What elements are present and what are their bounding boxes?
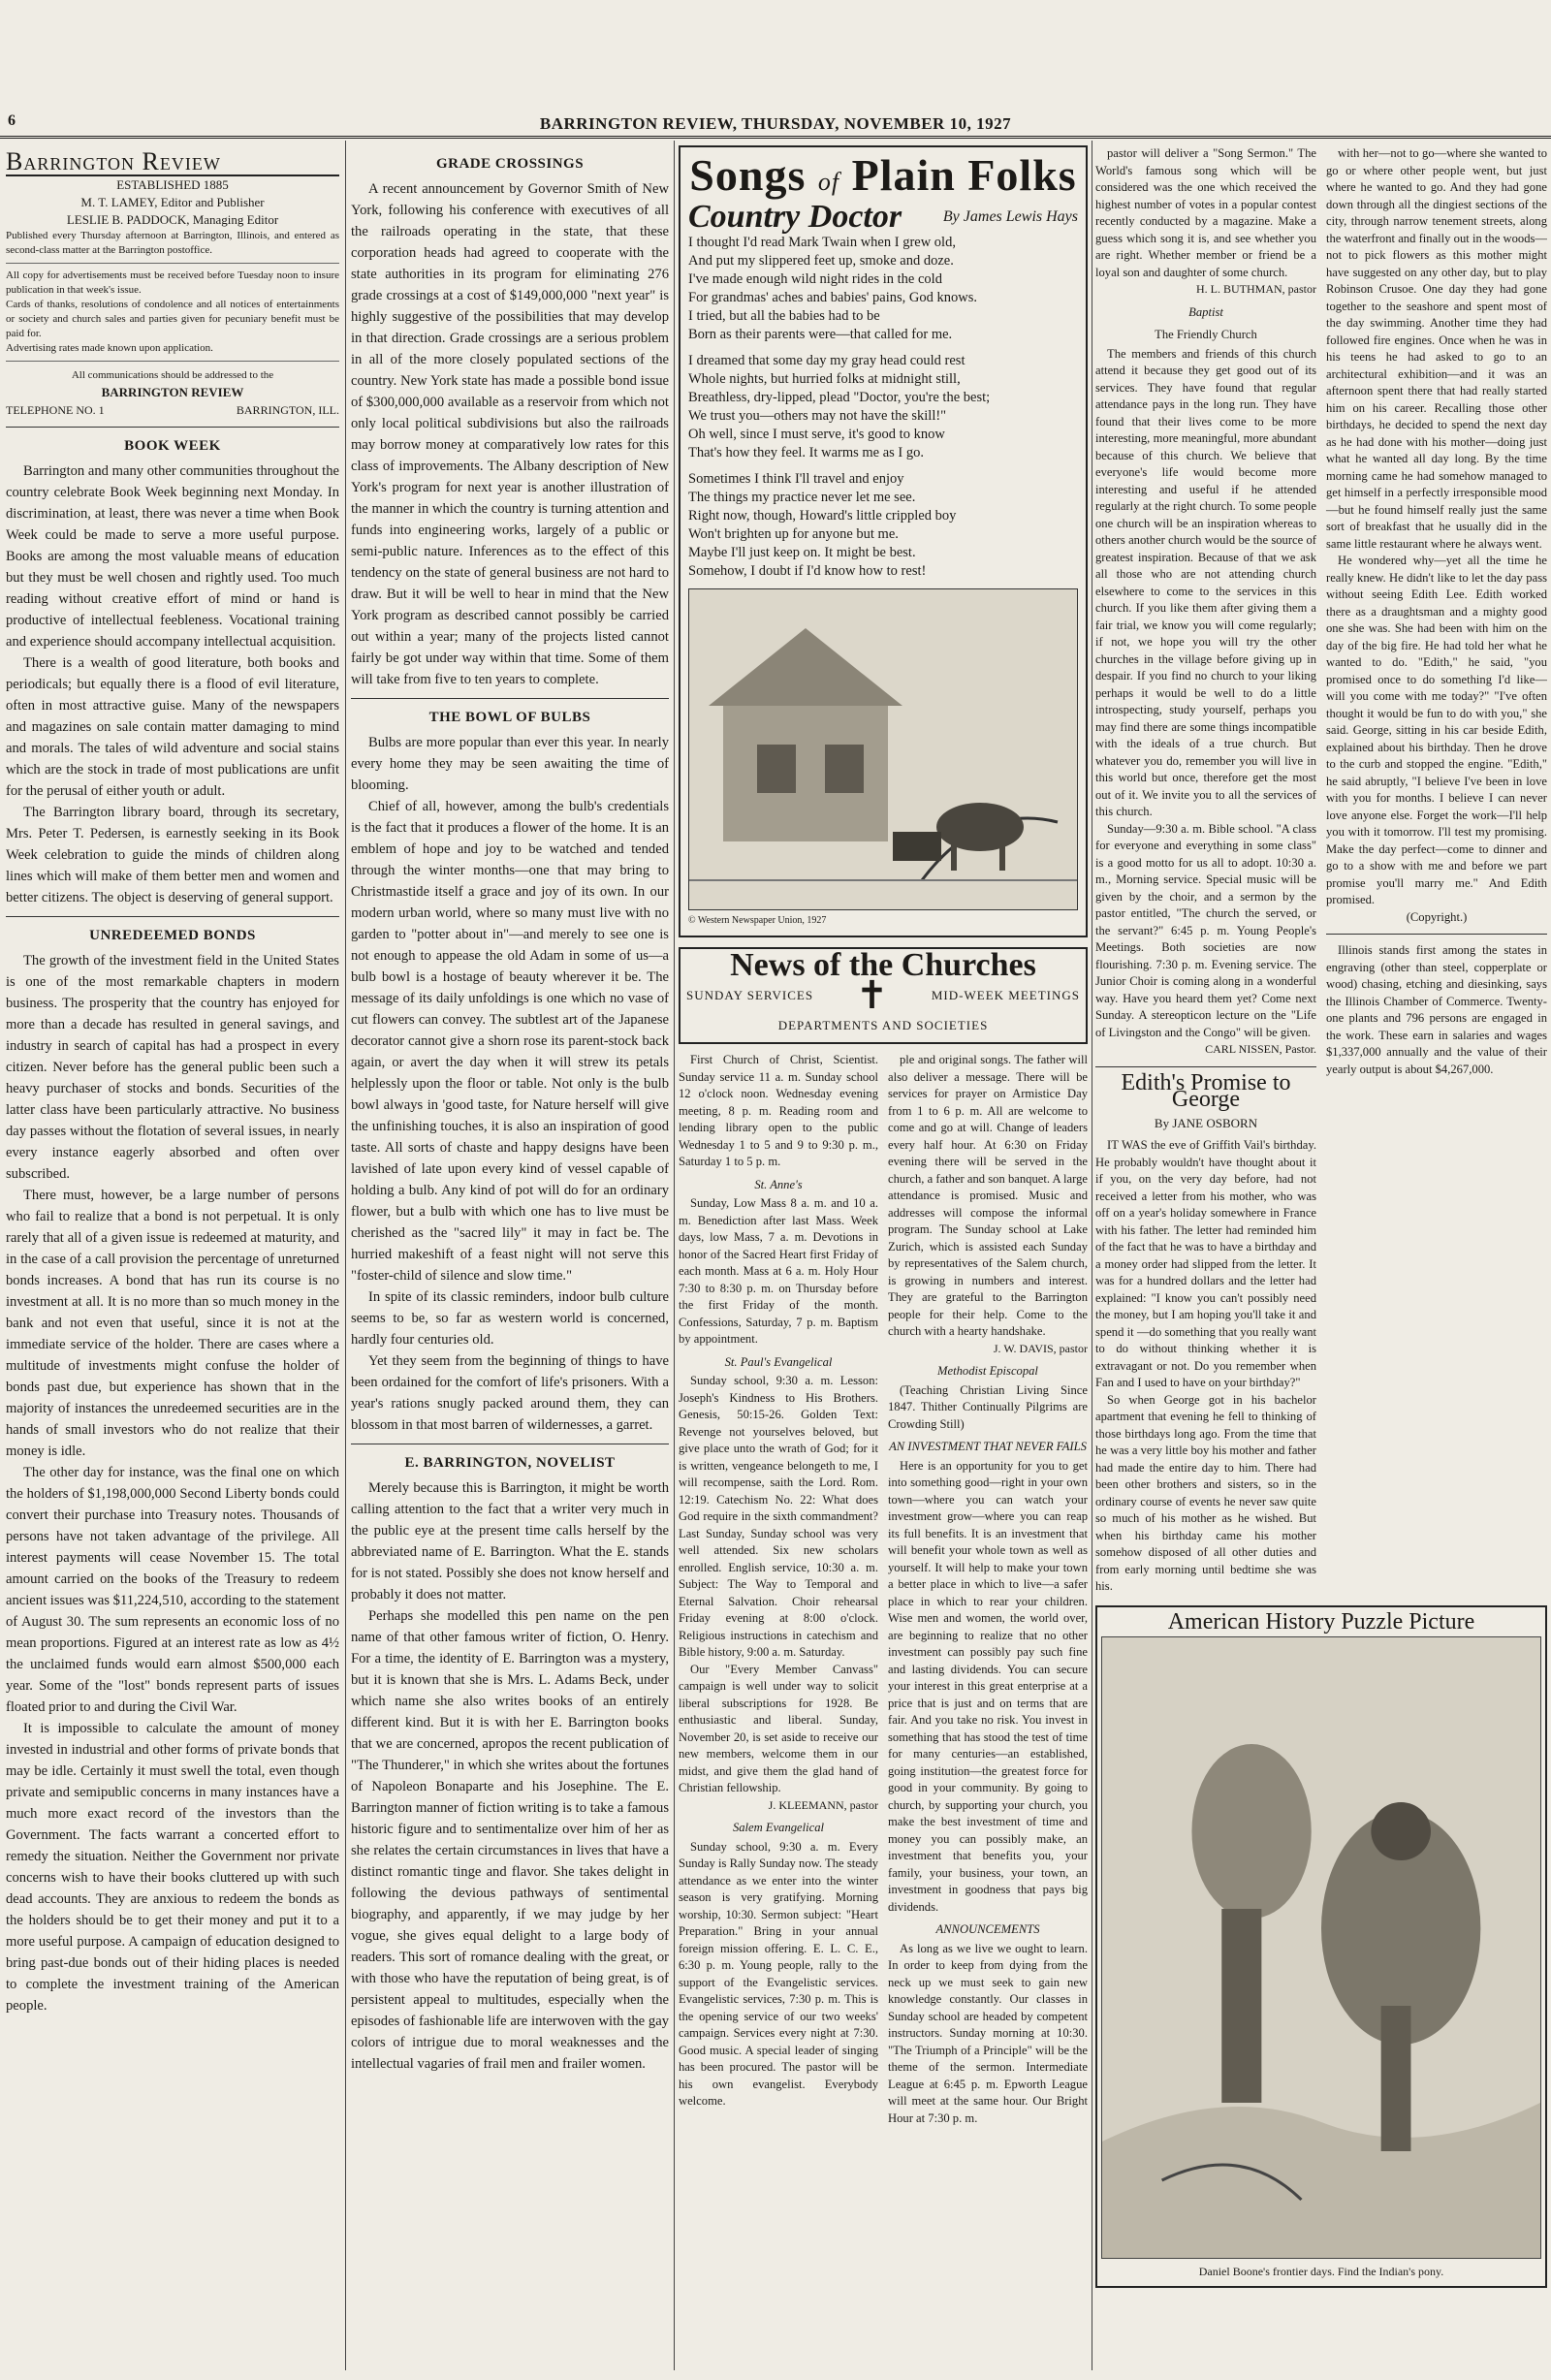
page-number: 6	[8, 112, 16, 129]
church-heading: St. Anne's	[754, 1177, 803, 1191]
church-notice: Sunday—9:30 a. m. Bible school. "A class for everyone and everything in some class" is a good motto for us all to adopt. 10:30 a. m., Morning service. Special music will be given by the choir, and a sermon by the pastor entitled, "The church the served, or the servant?" 6:45 p. m. Young People's Meetings. Both societies are now flourishing. 7:30 p. m. Evening service. The Junior Choir is coming along in a wonderful way. Have you heard them yet? Come next Sunday. A stereopticon lecture on the "Life of Livingston and the Congo" will be given.	[1095, 821, 1316, 1039]
article-paragraph: The other day for instance, was the final one on which the holders of $1,198,000,000 Second Liberty bonds could convert their purchase into Treasury notes. Thousands of persons have not taken advantage of the privilege. All interest payments will cease November 15. The total amount carried on the books of the Treasury to redeem ancient issues was $11,224,510, according to the statement of August 30. The sum represents an economic loss of no mean proportions. Figured at an interest rate as low as 4½ the unclaimed funds would earn almost $500,000 each year. Some of the "lost" bonds represent parts of issues floated prior to and during the Civil War.	[6, 1465, 339, 1715]
header-dateline: BARRINGTON REVIEW, THURSDAY, NOVEMBER 10, 1927	[539, 114, 1012, 133]
church-heading: Baptist	[1188, 304, 1223, 319]
column-rule	[345, 141, 346, 2370]
church-signature: H. L. BUTHMAN, pastor	[1196, 282, 1316, 296]
church-notice: pastor will deliver a "Song Sermon." The World's famous song which will be considered was the one which received the highest number of votes in a popular contest recently conducted by a magazine. Make a guess which song it is, and see whether you are right. Whether member or friend be a loyal son and daughter of some church.	[1095, 146, 1316, 279]
church-subheading: The Friendly Church	[1155, 328, 1257, 341]
article-paragraph: Barrington and many other communities throughout the country celebrate Book Week beginning next Monday. In discrimination, at least, there was never a time when Book Week could be made to serve a more useful purpose. Books are among the most valuable means of education but they must be well chosen and rightly used. Too much reading without creative effort of mind or hand is productive of intellectual feebleness. Vocational training and experience should accompany intellectual acquisition.	[6, 463, 339, 650]
church-signature: CARL NISSEN, Pastor.	[1205, 1042, 1316, 1056]
right-upper-left	[1095, 145, 1316, 1596]
story-paragraph: So when George got in his bachelor apartment that evening he fell to thinking of those birthdays long ago. From the time that he was a very little boy his mother and father had made the entire day to him. There had been other brothers and sisters, so in the ordinary course of events he never saw quite so much of his mother as he wished. But when his birthday came his mother somehow disposed of all other duties and from early morning until bedtime she was his.	[1095, 1392, 1316, 1593]
illustration-credit: © Western Newspaper Union, 1927	[688, 915, 827, 926]
right-upper	[1095, 145, 1547, 1596]
songs-of-plain-folks-box	[679, 145, 1088, 937]
masthead-address-name: BARRINGTON REVIEW	[101, 385, 244, 399]
masthead-notice: Advertising rates made known upon application.	[6, 342, 213, 354]
songs-subtitle	[688, 199, 1078, 235]
church-notice: First Church of Christ, Scientist. Sunday service 11 a. m. Sunday school 12 o'clock noon. Wednesday evening meeting, 8 p. m. Reading room and lending library open to the public Wednesday 1 to 5 and 9 to 9:30 p. m., Saturday 1 to 5 p. m.	[679, 1053, 878, 1168]
column-4	[1095, 145, 1547, 2375]
church-notice: The members and friends of this church attend it because they get good out of its services. They have found that regular attendance pays in the long run. They have found that their lives come to be more interesting, more meaningful, more abundant because of this church. We believe that everyone's life would become more interesting and useful if he attended regularly at the right church. To some people one church will be an inspiration whereas to others another church would be the source of greatest inspiration. Because of that we ask all those who are not attending church elsewhere to come to the services in this church. If you like them after giving them a fair trial, we know you will come regularly; if not, we hope you will try the other churches in the village before giving up in despair. If you find no church to your liking perhaps it would be well to do a little introspecting, study yourself, perhaps you may find there are some things incompatible with the ideals of a true church. But whatever you do, remember you will live in this world but once, therefore get the most out of it. We invite you to all the services of this church.	[1095, 346, 1316, 818]
masthead-title: Barrington Review	[6, 145, 339, 176]
church-notice: ple and original songs. The father will also deliver a message. There will be services for prayer on Armistice Day from 1 to 6 p. m. All are welcome to come and go at will. Change of leaders every half hour. At 6:30 on Friday evening there will be served in the church, a father and son banquet. A large attendance is promised. Music and addresses will compose the informal program. The Sunday school at Lake Zurich, which is assisted each Sunday by representatives of the Salem church, is growing in numbers and interest. They are grateful to the Barrington people for their help. Come to the church with a hearty handshake.	[888, 1053, 1088, 1338]
story-paragraph: He wondered why—yet all the time he really knew. He didn't like to let the day pass without seeing Edith Lee. Edith worked there as a draughtsman and a mighty good one she was. She had been with him on the day of the big fire. He had told her what he wanted to do. "Edith," he said, "you promised once to do something I'd like—will you come with me today?" "I've often thought it would be fun to do with you," she said. George, sitting in his car beside Edith, explained about his birthday. Then he drove to the curb and stopped the engine. "Edith," he said abruptly, "I believe I've been in love with you for months. I believe I can never love anyone else. Forget the work—I'll help you with it tomorrow. I'll test my promising. Make the day perfect—come to dinner and go to a show with me and before we part promise you'll marry me." And Edith promised.	[1326, 554, 1547, 906]
article-paragraph: A recent announcement by Governor Smith of New York, following his conference with executives of all the railroads operating in the state, that these corporation heads had agreed to cooperate with the state authorities in its program for eliminating 276 grade crossings at a cost of $149,000,000 "next year" is highly suggestive of the possibilities that may develop in that direction. Grade crossings are a serious problem in all of the more closely populated sections of the country. New York state has made a possible bond issue of $300,000,000 available as a reservoir from which not only local political subdivisions but also the railroads may borrow money at comparatively low rates for this class of improvements. The Albany description of New York's program for next year is another illustration of the manner in which the country is turning attention and funds into engineering works, largely of a public or semi-public nature. Inferences as to the effect of this tendency on the state of general business are not hard to draw. But it will be well to hear in mind that the New York program as described cannot possibly be carried out within a year; many of the projects listed cannot fairly be got under way within that time. Some of them will take from five to ten years to complete.	[351, 181, 669, 687]
church-heading: St. Paul's Evangelical	[724, 1354, 833, 1369]
masthead-established: ESTABLISHED 1885	[116, 177, 229, 192]
column-rule	[674, 141, 675, 2370]
church-heading: Salem Evangelical	[732, 1821, 825, 1834]
story-byline: By JANE OSBORN	[1154, 1115, 1258, 1130]
puzzle-illustration	[1101, 1636, 1541, 2259]
masthead-city: BARRINGTON, ILL.	[236, 403, 339, 417]
sleigh-illustration	[688, 588, 1078, 910]
church-notice: As long as we live we ought to learn. In order to keep from dying from the neck up we must seek to gain new knowledge constantly. Our classes in Sunday school are headed by competent instructors. Sunday morning at 10:30. "The Triumph of a Principle" will be the theme of the sermon. Intermediate League at 6:45 p. m. Epworth League will meet at the same hour. Our Bright Hour at 7:30 p. m.	[888, 1941, 1088, 2125]
article-heading: GRADE CROSSINGS	[435, 156, 585, 172]
churches-sunday-services: SUNDAY SERVICES	[686, 988, 814, 1002]
article-paragraph: There is a wealth of good literature, both books and periodicals; but equally there is a flood of evil literature, often in most attractive guise. Many of the newspapers and magazines on sale contain matter damaging to mind and morals. The tales of wild adventure and social stains which are the stock in trade of most publications are unfit for the perusal of either youth or adult.	[6, 655, 339, 799]
poem-title: Country Doctor	[688, 199, 902, 235]
church-signature: J. W. DAVIS, pastor	[993, 1341, 1088, 1355]
article-paragraph: It is impossible to calculate the amount of money invested in industrial and other forms of private bonds that may be idle. Certainly it must swell the total, even though private and semipublic concerns in many instances have a much more exact record of the investors than the Government. The facts warrant a concerted effort to remedy the situation. Neither the Government nor private concerns wish to have their books cluttered up with such dead accounts. They are anxious to redeem the bonds as the holders should be to get their money and put it to a more useful purpose. A campaign of education designed to bring past-due bonds out of their hiding places is needed to complete the investment training of the American people.	[6, 1721, 339, 2014]
masthead-notice: All copy for advertisements must be received before Tuesday noon to insure publication in that week's issue.	[6, 270, 339, 296]
page-header	[0, 97, 1551, 139]
masthead-published: Published every Thursday afternoon at Barrington, Illinois, and entered as second-class matter at the Barrington postoffice.	[6, 230, 339, 256]
masthead-address-note: All communications should be addressed to the	[71, 369, 274, 381]
article-paragraph: The growth of the investment field in the United States is one of the most remarkable chapters in modern business. The prosperity that the country has enjoyed for more than a decade has resulted in general savings, and industry in search of capital has had a prospect in every citizen. Never before has the general public been such a heavy purchaser of stocks and bonds. Securities of the latter class have been particularly attractive. No business day passes without the flotation of several issues, in nearly every instance eagerly absorbed and often over subscribed.	[6, 953, 339, 1182]
article-heading: THE BOWL OF BULBS	[428, 710, 591, 725]
news-of-churches-box	[679, 947, 1088, 1044]
church-signature: J. KLEEMANN, pastor	[768, 1797, 878, 1812]
story-paragraph: with her—not to go—where she wanted to go or where other people went, but just where he wanted to go. And they had gone down through all the dingiest sections of the city, through narrow tenement streets, along the waterfront and finally out in the woods—not to pick flowers as this mother might have suggested on any other day, but to play Robinson Crusoe. One day they had gone together to the seashore and spent most of the day swimming. Another time they had followed fire engines. Once when he was in his teens he had asked to go to an architectural exhibition—and it was an afternoon spent there that had really started him on his career. Recalling those other birthdays, he decided to spend the next day as he had done with his mother—doing just what he wanted all day long. By the time morning came he had somehow managed to get himself in a perfectly irresponsible mood—but he found himself really just the same sort of breakfast that he usually did in the same little restaurant where he always went.	[1326, 146, 1547, 551]
story-title: Edith's Promise to George	[1121, 1069, 1291, 1112]
masthead-managing-editor: LESLIE B. PADDOCK, Managing Editor	[66, 212, 279, 227]
cross-icon: ✝	[855, 973, 890, 1017]
article-heading: BOOK WEEK	[124, 438, 221, 454]
masthead-editor: M. T. LAMEY, Editor and Publisher	[80, 195, 265, 209]
masthead-contact	[6, 401, 339, 419]
right-upper-right	[1326, 145, 1547, 1596]
puzzle-title: American History Puzzle Picture	[1167, 1608, 1475, 1634]
church-notice: Sunday school, 9:30 a. m. Lesson: Joseph's Kindness to His Brothers. Genesis, 50:15-26. Golden Text: Revenge not yourselves beloved, but give place unto the wrath of God; for it is written, vengeance belongeth to me, I will recompense, saith the Lord. Rom. 12:19. Catechism No. 22: What does God require in the sixth commandment? Last Sunday, Sunday school was very well attended. Six new scholars enrolled. English service, 10:30 a. m. Subject: The Way to Temporal and Eternal Salvation. Choir rehearsal Friday evening at 8:00 o'clock. Religious instructions in catechism and Bible history, 9:00 a. m. Saturday.	[679, 1374, 878, 1659]
article-paragraph: Bulbs are more popular than ever this year. In nearly every home they may be seen awaiting the time of blooming.	[351, 735, 669, 793]
puzzle-caption: Daniel Boone's frontier days. Find the Indian's pony.	[1198, 2264, 1444, 2278]
churches-departments: DEPARTMENTS AND SOCIETIES	[777, 1018, 989, 1032]
churches-listing-column	[888, 1052, 1088, 2127]
church-notice: Our "Every Member Canvass" campaign is well under way to solicit liberal subscriptions for 1928. Be enthusiastic and liberal. Sunday, November 20, is set aside to receive our new members, welcome them in our midst, and give them the glad hand of Christian fellowship.	[679, 1662, 878, 1794]
masthead-telephone: TELEPHONE NO. 1	[6, 403, 105, 417]
poem-stanza: I dreamed that some day my gray head could rest Whole nights, but hurried folks at midnight still, Breathless, dry-lipped, plead "Doctor, you're the best; We trust you—others may not have the skill!" Oh well, since I must serve, it's good to know That's how they feel. It warms me as I go.	[688, 353, 991, 460]
column-2	[351, 145, 669, 2375]
church-notice: Sunday, Low Mass 8 a. m. and 10 a. m. Benediction after last Mass. Week days, low Mass, 7 a. m. Devotions in honor of the Sacred Heart first Friday of each month. Mass at 6 a. m. Holy Hour 7:30 to 8:30 p. m. on Thursday before the first Friday of the month. Confessions, Saturday, 7 p. m. Baptism by appointment.	[679, 1196, 878, 1346]
news-brief: Illinois stands first among the states in engraving (other than steel, copperplate or wood) chasing, etching and diesinking, says the Illinois Chamber of Commerce. Twenty-one plants and 796 persons are engaged in the work. These earn in salaries and wages $1,337,000 annually and the value of their yearly output is about $4,267,000.	[1326, 943, 1547, 1076]
churches-midweek-meetings: MID-WEEK MEETINGS	[931, 988, 1080, 1002]
poem	[688, 234, 1078, 581]
article-paragraph: Chief of all, however, among the bulb's credentials is the fact that it produces a flower of the home. It is an emblem of hope and joy to be watched and tended through the winter months—one that may bring to Christmastide itself a grace and joy of its own. In our modern urban world, where so many must live with no garden to "potter about in"—and merely to see one is not enough to appease the old Adam in some of us—a bulb bowl is a hostage of beauty wherever it be. The message of its daily unfoldings is one which no vase of cut flowers can convey. The subtlest art of the Japanese decorator cannot give a shorn rose its parent-stock back again, or avert the day when it will strew its petals helplessly upon the floor or table. Not only is the bulb bowl always in 'good taste, for Nature herself will give the unfinishing touches, it is also an inspiration of good taste. All sorts of chaste and happy designs have been lavished of late upon every kind of vessel capable of holding a bulb. Any kind of pot will do for an ordinary flower, but a bulb with which one has to live must be cherished as the "sacred lily" it may in fact be. The hurried makeshift of a feast night will not serve this "foster-child of silence and slow time."	[351, 799, 669, 1284]
article-heading: UNREDEEMED BONDS	[89, 928, 256, 943]
church-heading: Methodist Episcopal	[937, 1364, 1038, 1378]
church-notice: Sunday school, 9:30 a. m. Every Sunday is Rally Sunday now. The steady attendance as we enter into the winter season is very gratifying. Morning worship, 10:30. Sermon subject: "Heart Preparation." Bring in your annual foreign mission offering. E. L. C. E., 6:30 p. m. Young people, rally to the support of the Evangelistic services. Evangelistic services, 7:30 p. m. This is the opening service of our two weeks' campaign. Services every night at 7:30. Good music. A special leader of singing has been procured. The pastor will be his own evangelist. Everybody welcome.	[679, 1839, 878, 2108]
church-heading: ANNOUNCEMENTS	[935, 1922, 1040, 1936]
poem-stanza: I thought I'd read Mark Twain when I grew old, And put my slippered feet up, smoke and doze. I've made enough wild night rides in the cold For grandmas' aches and babies' pains, God knows. I tried, but all the babies had to be Born as their parents were—that called for me.	[688, 235, 977, 342]
story-copyright: (Copyright.)	[1406, 909, 1468, 924]
churches-listing-column	[679, 1052, 878, 2127]
church-notice: Here is an opportunity for you to get into something good—right in your own town—where you can watch your investment grow—where you can reap its full benefits. It is an investment that will benefit your whole town as well as yourself. It will help to make your town a better place in which to live—a safer place in which to rear your children. Wise men and women, the world over, are beginning to realize that no other investment can possibly pay such fine and lasting dividends. You can secure your interest in this great enterprise at a price that is just and on terms that are fair. And you take no risk. You invest in something that has stood the test of time for many centuries—an established, going institution—the greatest force for good in your community. By going to church, by supporting your church, you make the best investment of time and money you can possibly make, an investment that benefits you, your family, your business, your town, an investment in goodness that pays big dividends.	[888, 1458, 1088, 1914]
church-notice: (Teaching Christian Living Since 1847. Thither Continually Pilgrims are Crowding Still)	[888, 1382, 1088, 1431]
article-paragraph: Yet they seem from the beginning of things to have been ordained for the comfort of life's prisoners. With a year's rations snugly packed around them, they can blossom in that most barren of wildernesses, a garret.	[351, 1353, 669, 1433]
article-paragraph: The Barrington library board, through its secretary, Mrs. Peter T. Pedersen, is earnestly seeking in its Book Week celebration to guide the minds of children along lines which will make of them better men and women and better citizens. The object is deserving of general support.	[6, 805, 339, 905]
churches-listings	[679, 1052, 1088, 2127]
article-heading: E. BARRINGTON, NOVELIST	[404, 1455, 616, 1471]
church-heading: AN INVESTMENT THAT NEVER FAILS	[889, 1440, 1087, 1453]
story-paragraph: IT WAS the eve of Griffith Vail's birthday. He probably wouldn't have thought about it if you, on the very day before, had not received a letter from his mother, who was off on a year's holiday somewhere in France with his father. The letter had reminded him of the fact that he was to have a birthday and a money order had slipped from the letter. It was for a hundred dollars and the letter had explained: "I know you can't possibly need the money, but I am hoping you'll take it and spend it —do something that you really want to do without thinking whether it is extravagant or not. Do you remember when Fan and I used to have on your birthday?"	[1095, 1138, 1316, 1389]
article-paragraph: In spite of its classic reminders, indoor bulb culture seems to be, so far as western world is concerned, hardly four centuries old.	[351, 1289, 669, 1348]
article-paragraph: Merely because this is Barrington, it might be worth calling attention to the fact that a writer very much in the public eye at the present time calls herself by the abbreviated name of E. Barrington. What the E. stands for is not stated. Possibly she does not know herself and probably it does not matter.	[351, 1480, 669, 1603]
poem-byline: By James Lewis Hays	[942, 208, 1078, 225]
churches-title: News of the Churches	[730, 947, 1036, 983]
songs-title: Songs of Plain Folks	[689, 150, 1077, 200]
column-1	[6, 145, 339, 2375]
article-paragraph: There must, however, be a large number of persons who fail to realize that a bond is not perpetual. It is only rarely that all of a given issue is redeemed at maturity, and in the case of a call provision the percentage of unreturned bonds increases. A bond that has run its course is no investment at all. It is no more than so much money in the bank and not even that useful, since it is not at the immediate service of the holder. There are cases where a multitude of investments might confuse the holder of bonds past due, but experience has shown that in the majority of instances the unredeemed securities are in the hands of small investors who do not realize that their money is idle.	[6, 1188, 339, 1459]
article-paragraph: Perhaps she modelled this pen name on the pen name of that other famous writer of fiction, O. Henry. For a time, the identity of E. Barrington was a mystery, but it is known that she is Mrs. L. Adams Beck, under which name she also writes books of an entirely different kind. But it is with her E. Barrington books that we are concerned, apropos the recent publication of "The Thunderer," in which she writes about the fortunes of Napoleon Bonaparte and his Josephine. The E. Barrington manner of fiction writing is to take a famous historic figure and to sentimentalize over him of her as she relates the certain circumstances in lives that have a distinct romantic tinge and flavor. She takes delight in following the devious pathways of sentimental biography, and apparently, if we may judge by her vogue, she gives equal delight to a large body of readers. This sort of romance dealing with the great, or with those who have the reputation of being great, is of persistent appeal to multitudes, especially when the episodes of fashionable life are interwoven with the gay colors of intrigue due to moral weaknesses and the intellectual vagaries of frail men and frailer women.	[351, 1608, 669, 2072]
column-3	[679, 145, 1088, 2375]
puzzle-picture-box	[1095, 1605, 1547, 2288]
poem-stanza: Sometimes I think I'll travel and enjoy The things my practice never let me see. Right now, though, Howard's little crippled boy Won't brighten up for anyone but me. Maybe I'll just keep on. It might be best. Somehow, I doubt if I'd know how to rest!	[688, 471, 957, 579]
masthead-notice: Cards of thanks, resolutions of condolence and all notices of entertainments or society and church sales and parties given for pecuniary benefit must be paid for.	[6, 299, 339, 339]
